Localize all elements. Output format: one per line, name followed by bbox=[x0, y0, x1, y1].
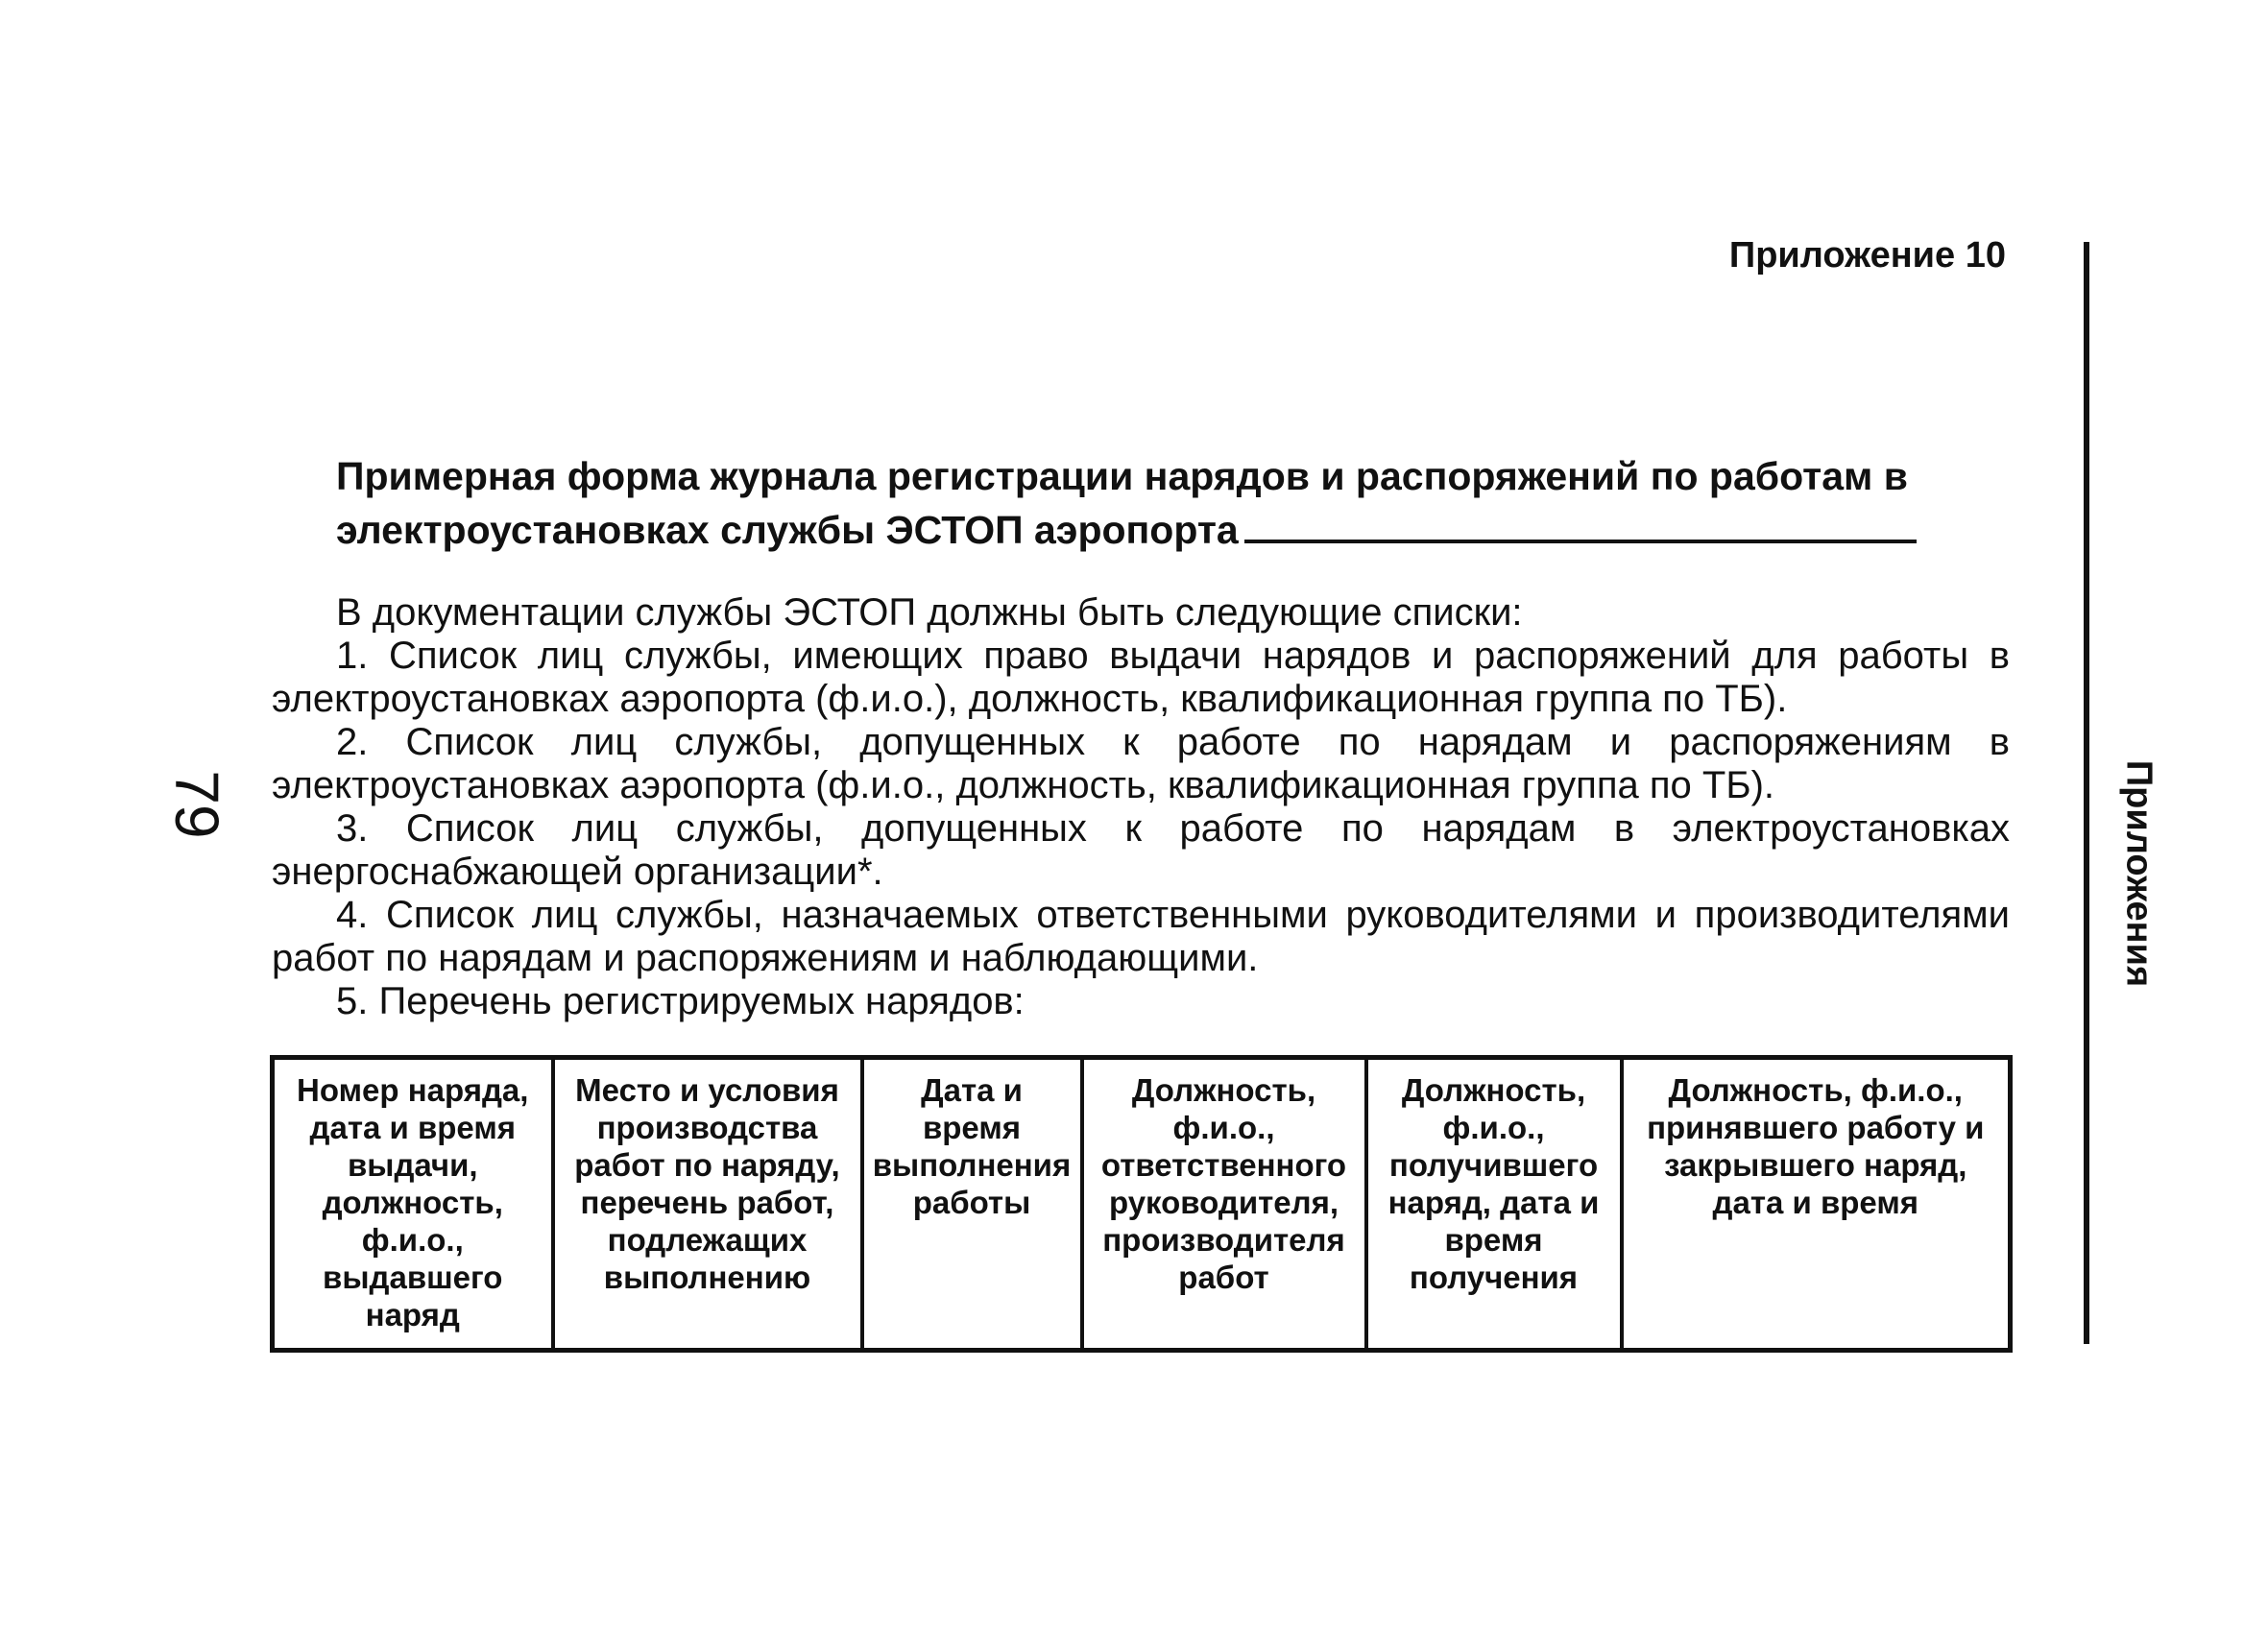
table-header-row bbox=[273, 1058, 2011, 1351]
document-title-line-1: Примерная форма журнала регистрации нарядов и распоряжений по работам в bbox=[336, 454, 1908, 498]
table-header-cell: Дата и время выполнения работы bbox=[862, 1058, 1082, 1351]
airport-name-blank bbox=[1244, 501, 1917, 543]
table-header-cell: Место и условия производства работ по наряду, перечень работ, подлежащих выполнению bbox=[553, 1058, 862, 1351]
list-item-1: 1. Список лиц службы, имеющих право выдачи нарядов и распоряжений для работы в электроустановках аэропорта (ф.и.о.), должность, квалификационная группа по ТБ). bbox=[272, 635, 2010, 720]
document-title bbox=[336, 451, 1949, 555]
list-item-5: 5. Перечень регистрируемых нарядов: bbox=[336, 980, 1025, 1022]
document-body bbox=[272, 591, 2010, 1023]
side-divider bbox=[2084, 242, 2089, 1344]
order-register-table bbox=[270, 1055, 2013, 1353]
list-item-3: 3. Список лиц службы, допущенных к работе по нарядам в электроустановках энергоснабжающей организации*. bbox=[272, 807, 2010, 893]
section-side-label: Приложения bbox=[2118, 759, 2159, 988]
document-title-line-2: электроустановках службы ЭСТОП аэропорта bbox=[336, 508, 1239, 552]
table-header-cell: Должность, ф.и.о., получившего наряд, дата и время получения bbox=[1366, 1058, 1622, 1351]
intro-paragraph: В документации службы ЭСТОП должны быть следующие списки: bbox=[336, 591, 1523, 634]
page-number: 79 bbox=[162, 770, 231, 839]
table-header-cell: Должность, ф.и.о., ответственного руководителя, производителя работ bbox=[1082, 1058, 1366, 1351]
table-header-cell: Должность, ф.и.о., принявшего работу и закрывшего наряд, дата и время bbox=[1622, 1058, 2011, 1351]
list-item-4: 4. Список лиц службы, назначаемых ответственными руководителями и производителями работ по нарядам и распоряжениям и наблюдающими. bbox=[272, 894, 2010, 979]
appendix-label: Приложение 10 bbox=[1728, 235, 2006, 276]
table-header-cell: Номер наряда, дата и время выдачи, должность, ф.и.о., выдавшего наряд bbox=[273, 1058, 553, 1351]
list-item-2: 2. Список лиц службы, допущенных к работе по нарядам и распоряжениям в электроустановках аэропорта (ф.и.о., должность, квалификационная группа по ТБ). bbox=[272, 721, 2010, 806]
